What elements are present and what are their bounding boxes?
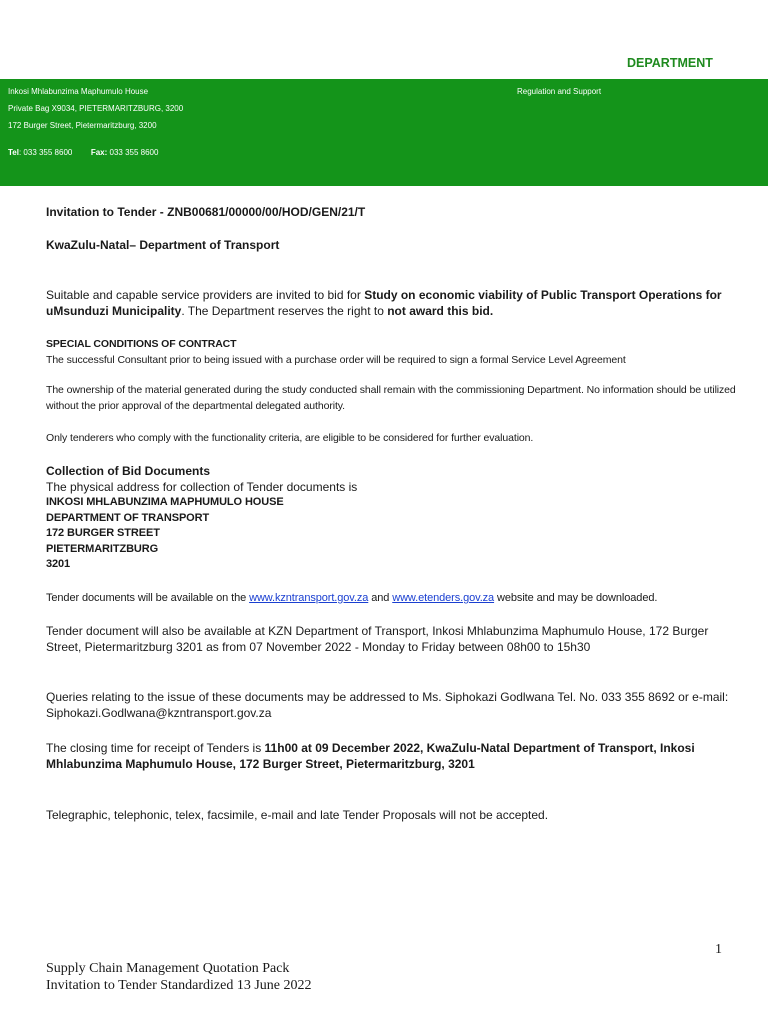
address-line-3: 172 Burger Street, Pietermaritzburg, 3200 <box>8 121 157 130</box>
department-name: KwaZulu-Natal– Department of Transport <box>46 238 280 252</box>
ownership-paragraph: The ownership of the material generated during the study conducted shall remain with the commissioning Department. No information should be utilized without the prior approval of the departmental delegated authority. <box>46 384 736 412</box>
address-line-2: Private Bag X9034, PIETERMARITZBURG, 3200 <box>8 104 184 113</box>
fax-value: 033 355 8600 <box>107 148 159 157</box>
collection-address: INKOSI MHLABUNZIMA MAPHUMULO HOUSE DEPARTMENT OF TRANSPORT 172 BURGER STREET PIETERMARITZBURG 3201 <box>46 496 284 570</box>
collection-heading: Collection of Bid Documents <box>46 464 211 478</box>
also-available-paragraph: Tender document will also be available at KZN Department of Transport, Inkosi Mhlabunzima Maphumulo House, 172 Burger Street, Pietermaritzburg 3201 as from 07 November 2022 - Monday to Friday between 08h00 to 15h30 <box>46 624 709 654</box>
footer-line-1: Supply Chain Management Quotation Pack <box>46 961 290 976</box>
special-heading: SPECIAL CONDITIONS OF CONTRACT <box>46 338 237 350</box>
etenders-link[interactable]: www.etenders.gov.za <box>392 592 495 604</box>
letterhead-band <box>0 79 768 186</box>
intro-paragraph: Suitable and capable service providers are invited to bid for Study on economic viability of Public Transport Operations for uMsunduzi Municipality. The Department reserves the right to not award this bid. <box>46 288 722 318</box>
footer-line-2: Invitation to Tender Standardized 13 June 2022 <box>46 978 312 993</box>
department-title: DEPARTMENT <box>627 56 713 70</box>
contact-line <box>8 148 158 157</box>
collection-intro: The physical address for collection of Tender documents is <box>46 480 358 494</box>
page-number: 1 <box>715 942 722 957</box>
unit-name: Regulation and Support <box>517 87 602 96</box>
page-footer <box>46 960 311 994</box>
tel-label: Tel <box>8 148 19 157</box>
address-line-1: Inkosi Mhlabunzima Maphumulo House <box>8 87 149 96</box>
closing-paragraph: The closing time for receipt of Tenders is 11h00 at 09 December 2022, KwaZulu-Natal Department of Transport, Inkosi Mhlabunzima Maphumulo House, 172 Burger Street, Pietermaritzburg, 3201 <box>46 741 695 771</box>
collection-section <box>46 463 736 573</box>
special-conditions <box>46 336 736 368</box>
functionality-paragraph: Only tenderers who comply with the functionality criteria, are eligible to be considered for further evaluation. <box>46 432 534 444</box>
not-accepted-paragraph: Telegraphic, telephonic, telex, facsimile, e-mail and late Tender Proposals will not be accepted. <box>46 808 549 822</box>
tel-value: : 033 355 8600 <box>18 148 73 157</box>
fax-label: Fax: <box>90 148 108 157</box>
availability-paragraph: Tender documents will be available on the www.kzntransport.gov.za and www.etenders.gov.za website and may be downloaded. <box>46 592 658 604</box>
invitation-title: Invitation to Tender - ZNB00681/00000/00/HOD/GEN/21/T <box>46 205 366 219</box>
special-text: The successful Consultant prior to being issued with a purchase order will be required to sign a formal Service Level Agreement <box>46 354 626 366</box>
queries-paragraph: Queries relating to the issue of these documents may be addressed to Ms. Siphokazi Godlwana Tel. No. 033 355 8692 or e-mail: Siphokazi.Godlwana@kzntransport.gov.za <box>46 690 729 720</box>
kzntransport-link[interactable]: www.kzntransport.gov.za <box>249 592 369 604</box>
